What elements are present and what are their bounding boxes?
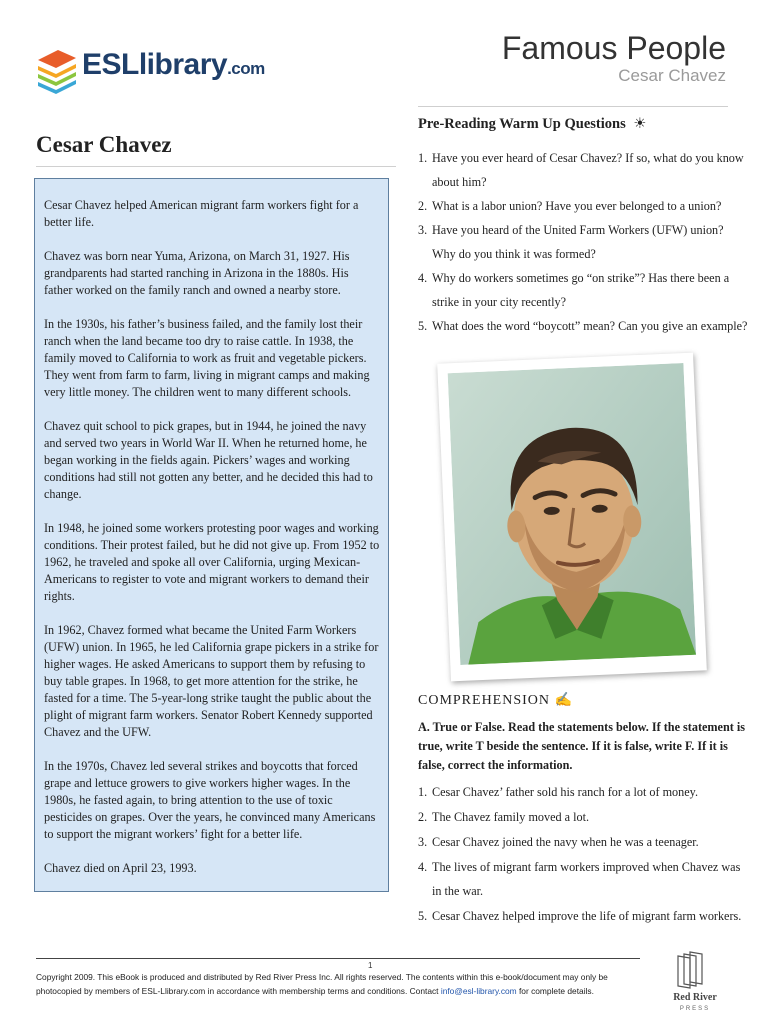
article-paragraph: Cesar Chavez helped American migrant farm workers fight for a better life.	[44, 198, 359, 229]
statement-text: Cesar Chavez helped improve the life of migrant farm workers.	[432, 909, 742, 923]
list-item	[418, 218, 748, 266]
header-divider	[418, 106, 728, 107]
comprehension-list	[418, 780, 748, 929]
comprehension-title-text: COMPREHENSION	[418, 693, 551, 708]
prereading-title-text: Pre-Reading Warm Up Questions	[418, 116, 626, 132]
article-paragraph: Chavez died on April 23, 1993.	[44, 861, 197, 875]
portrait-frame	[437, 353, 707, 682]
article-title-divider	[36, 166, 396, 167]
question-number: 4.	[418, 271, 428, 285]
statement-number: 3.	[418, 835, 428, 849]
question-number: 5.	[418, 319, 428, 333]
portrait-illustration	[448, 363, 697, 665]
list-item	[418, 314, 748, 338]
list-item	[418, 830, 748, 854]
article-title: Cesar Chavez	[36, 132, 172, 157]
question-text: What is a labor union? Have you ever belonged to a union?	[432, 199, 722, 213]
red-river-press-logo-icon	[668, 950, 722, 1014]
contact-email-link[interactable]: info@esl-library.com	[440, 986, 517, 996]
question-text: Why do workers sometimes go “on strike”? Has there been a strike in your city recently?	[432, 271, 730, 309]
statement-number: 1.	[418, 785, 428, 799]
page-number: 1	[368, 961, 373, 970]
list-item	[418, 855, 748, 903]
statement-text: The Chavez family moved a lot.	[432, 810, 590, 824]
article-paragraph: In the 1970s, Chavez led several strikes and boycotts that forced grape and lettuce growers to give workers higher wages. In the 1980s, he fasted again, to bring attention to the use of toxic pesticides on grapes. Over the years, he convinced many Americans to support the migrant workers’ fight for a better life.	[44, 759, 376, 841]
question-text: Have you heard of the United Farm Workers (UFW) union? Why do you think it was formed?	[432, 223, 724, 261]
article-paragraph: Chavez quit school to pick grapes, but in 1944, he joined the navy and served two years in World War II. When he returned home, he began working in the fields again. Pickers’ wages and working conditions had still not gotten any better, and he decided this had to change.	[44, 419, 373, 501]
question-text: What does the word “boycott” mean? Can you give an example?	[432, 319, 748, 333]
list-item	[418, 194, 748, 218]
statement-number: 4.	[418, 860, 428, 874]
statement-text: Cesar Chavez joined the navy when he was a teenager.	[432, 835, 699, 849]
header-title: Famous People	[501, 30, 726, 66]
logo-com-text: .com	[227, 59, 265, 78]
comprehension-instruction: A. True or False. Read the statements below. If the statement is true, write T beside the sentence. If it is false, write F. If it is false, correct the information.	[418, 720, 745, 772]
logo-wordmark	[82, 48, 265, 82]
list-item	[418, 146, 748, 194]
logo-main-text: ESLlibrary	[82, 48, 228, 81]
statement-text: Cesar Chavez’ father sold his ranch for a lot of money.	[432, 785, 698, 799]
header-subtitle: Cesar Chavez	[618, 66, 726, 85]
list-item	[418, 805, 748, 829]
list-item	[418, 266, 748, 314]
article-paragraph: In 1962, Chavez formed what became the United Farm Workers (UFW) union. In 1965, he led California grape pickers in a strike for higher wages. He asked Americans to support them by refusing to buy table grapes. In 1968, to get more attention for the strike, he fasted for a time. The 5-year-long strike taught the public about the plight of migrant farm workers. Senator Robert Kennedy supported Chavez and the UFW.	[44, 623, 379, 739]
article-paragraph: In 1948, he joined some workers protesting poor wages and working conditions. Their protest failed, but he did not give up. From 1952 to 1962, he traveled and spoke all over California, urging Mexican-Americans to register to vote and migrant workers to demand their rights.	[44, 521, 380, 603]
statement-number: 2.	[418, 810, 428, 824]
list-item	[418, 780, 748, 804]
prereading-question-list	[418, 146, 748, 338]
list-item	[418, 904, 748, 928]
question-text: Have you ever heard of Cesar Chavez? If so, what do you know about him?	[432, 151, 744, 189]
question-number: 3.	[418, 223, 428, 237]
question-number: 2.	[418, 199, 428, 213]
copyright-text: Copyright 2009. This eBook is produced and distributed by Red River Press Inc. All rights reserved. The contents within this e-book/document may only be photocopied by members of ESL-Llibrary.com in accordance with membership terms and conditions. Contact	[36, 972, 608, 996]
article-box	[34, 178, 389, 892]
copyright-text-end: for complete details.	[516, 986, 594, 996]
comprehension-title	[418, 692, 573, 709]
pencil-icon: ✍	[554, 693, 573, 708]
sun-icon: ☀	[633, 116, 647, 132]
footer-divider	[36, 958, 640, 959]
prereading-title	[418, 116, 646, 133]
article-paragraph: In the 1930s, his father’s business failed, and the family lost their ranch when the land became too dry to raise cattle. In 1938, the family moved to California to work as fruit and vegetable pickers. They went from farm to farm, living in migrant camps and making very little money. The children went to many different schools.	[44, 317, 370, 399]
copyright-notice	[36, 970, 646, 998]
statement-text: The lives of migrant farm workers improved when Chavez was in the war.	[432, 860, 741, 898]
question-number: 1.	[418, 151, 428, 165]
statement-number: 5.	[418, 909, 428, 923]
publisher-name-line2: PRESS	[679, 1006, 711, 1012]
article-paragraph: Chavez was born near Yuma, Arizona, on March 31, 1927. His grandparents had started ranching in Arizona in the 1880s. His father worked on the family ranch and owned a nearby store.	[44, 249, 350, 297]
publisher-name-line1: Red River	[673, 992, 717, 1003]
